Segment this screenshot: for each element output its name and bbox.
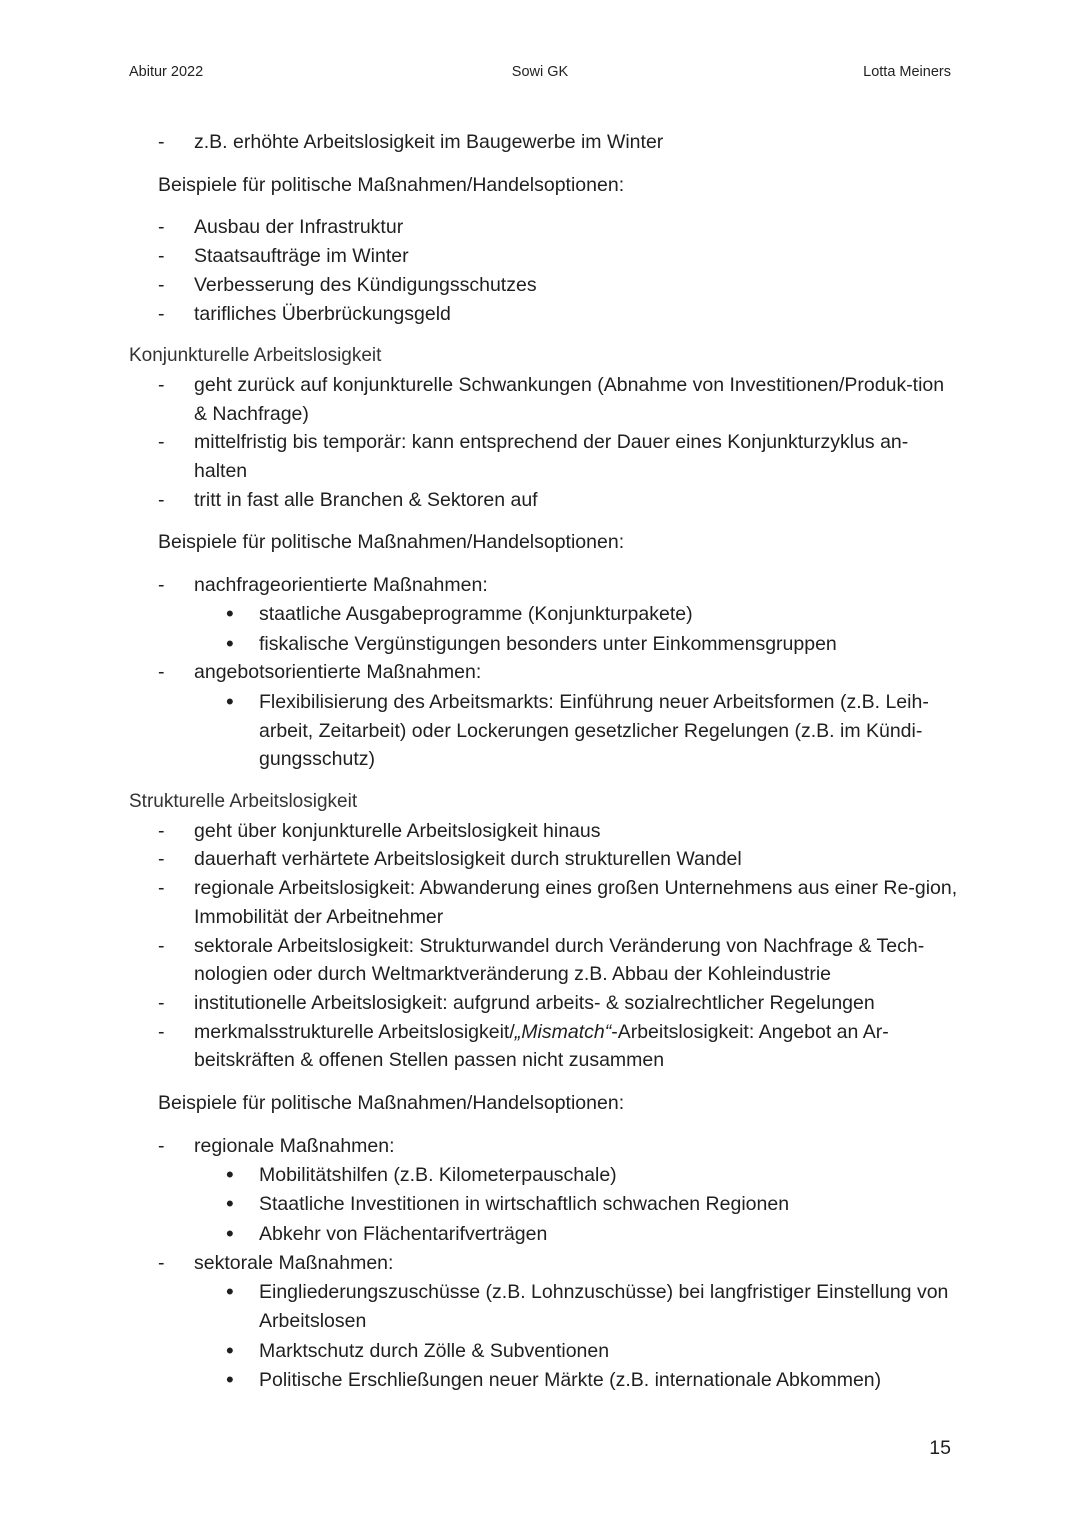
list-item bbox=[129, 1018, 959, 1075]
list-item: - geht über konjunkturelle Arbeitslosigkeit hinaus bbox=[129, 817, 959, 846]
page-number: 15 bbox=[929, 1437, 951, 1459]
bullet-item: • Flexibilisierung des Arbeitsmarkts: Einführung neuer Arbeitsformen (z.B. Leih-arbeit, Zeitarbeit) oder Lockerungen gesetzlicher Regelungen (z.B. im Kündi-gungsschutz) bbox=[129, 688, 959, 774]
list-item: - Staatsaufträge im Winter bbox=[129, 242, 959, 271]
bullet-item: • Marktschutz durch Zölle & Subventionen bbox=[129, 1337, 959, 1366]
list-item: - Ausbau der Infrastruktur bbox=[129, 213, 959, 242]
strukturell-measures bbox=[129, 1132, 959, 1395]
list-item: - tritt in fast alle Branchen & Sektoren auf bbox=[129, 486, 959, 515]
mismatch-italic: „Mismatch“ bbox=[514, 1020, 612, 1043]
bullet-item: • Politische Erschließungen neuer Märkte (z.B. internationale Abkommen) bbox=[129, 1366, 959, 1395]
list-item: - tarifliches Überbrückungsgeld bbox=[129, 300, 959, 329]
measures-intro: Beispiele für politische Maßnahmen/Handelsoptionen: bbox=[158, 173, 625, 196]
bullet-item: • Mobilitätshilfen (z.B. Kilometerpauschale) bbox=[129, 1161, 959, 1190]
list-item: - institutionelle Arbeitslosigkeit: aufgrund arbeits- & sozialrechtlicher Regelungen bbox=[129, 989, 959, 1018]
list-item: - dauerhaft verhärtete Arbeitslosigkeit durch strukturellen Wandel bbox=[129, 845, 959, 874]
list-item: - sektorale Maßnahmen: bbox=[129, 1249, 959, 1278]
header-center: Sowi GK bbox=[511, 64, 569, 80]
header-right: Lotta Meiners bbox=[863, 64, 951, 80]
mismatch-after: -Arbeitslosigkeit: Angebot an Ar-beitskräften & offenen Stellen passen nicht zusammen bbox=[194, 1020, 889, 1072]
page-header bbox=[129, 64, 951, 84]
list-item: - angebotsorientierte Maßnahmen: bbox=[129, 658, 959, 687]
header-left: Abitur 2022 bbox=[129, 64, 204, 80]
bullet-item: • Staatliche Investitionen in wirtschaftlich schwachen Regionen bbox=[129, 1190, 959, 1219]
strukturell-items bbox=[129, 817, 959, 1075]
list-item: - geht zurück auf konjunkturelle Schwankungen (Abnahme von Investitionen/Produk-tion & Nachfrage) bbox=[129, 371, 959, 428]
bullet-item: • fiskalische Vergünstigungen besonders unter Einkommensgruppen bbox=[129, 630, 959, 659]
list-item: - mittelfristig bis temporär: kann entsprechend der Dauer eines Konjunkturzyklus an-halten bbox=[129, 428, 959, 485]
section-title-strukturell: Strukturelle Arbeitslosigkeit bbox=[129, 791, 358, 813]
section-title-konjunkturell: Konjunkturelle Arbeitslosigkeit bbox=[129, 345, 382, 367]
list-item: - regionale Arbeitslosigkeit: Abwanderung eines großen Unternehmens aus einer Re-gion, Immobilität der Arbeitnehmer bbox=[129, 874, 959, 931]
mismatch-before: merkmalsstrukturelle Arbeitslosigkeit/ bbox=[194, 1020, 515, 1043]
bullet-item: • Eingliederungszuschüsse (z.B. Lohnzuschüsse) bei langfristiger Einstellung von Arbeitslosen bbox=[129, 1278, 959, 1335]
list-item: - z.B. erhöhte Arbeitslosigkeit im Baugewerbe im Winter bbox=[129, 128, 959, 157]
measures-intro: Beispiele für politische Maßnahmen/Handelsoptionen: bbox=[158, 531, 625, 554]
list-item: - regionale Maßnahmen: bbox=[129, 1132, 959, 1161]
document-body bbox=[129, 128, 959, 1395]
bullet-item: • staatliche Ausgabeprogramme (Konjunkturpakete) bbox=[129, 600, 959, 629]
list-item: - sektorale Arbeitslosigkeit: Strukturwandel durch Veränderung von Nachfrage & Tech-nologien oder durch Weltmarktveränderung z.B. Abbau der Kohleindustrie bbox=[129, 932, 959, 989]
measures-intro: Beispiele für politische Maßnahmen/Handelsoptionen: bbox=[158, 1092, 625, 1115]
konjunkturell-items bbox=[129, 371, 959, 515]
list-item: - nachfrageorientierte Maßnahmen: bbox=[129, 571, 959, 600]
bullet-item: • Abkehr von Flächentarifverträgen bbox=[129, 1220, 959, 1249]
konjunkturell-measures bbox=[129, 571, 959, 774]
saisonal-measures-list bbox=[129, 213, 959, 328]
list-item: - Verbesserung des Kündigungsschutzes bbox=[129, 271, 959, 300]
